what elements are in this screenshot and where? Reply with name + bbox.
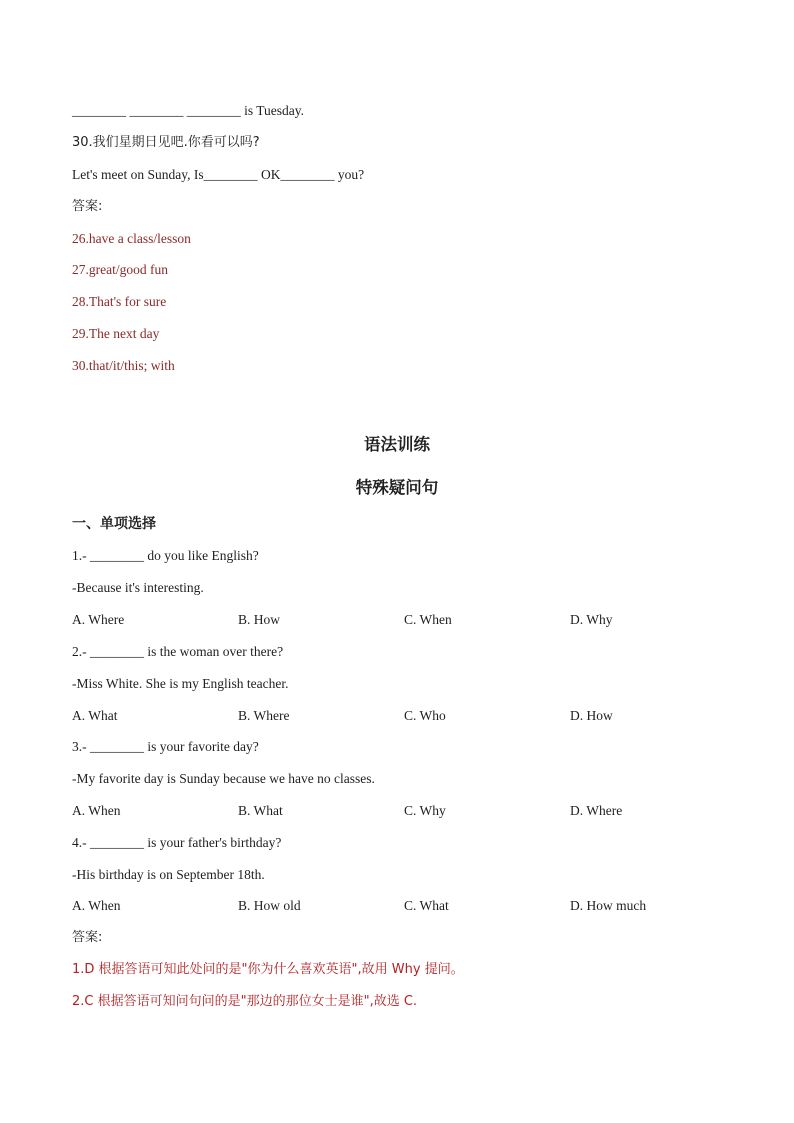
explanation-1: 1.D 根据答语可知此处问的是"你为什么喜欢英语",故用 Why 提问。 bbox=[72, 962, 464, 977]
answer-30: 30.that/it/this; with bbox=[72, 358, 175, 373]
question-2-option-c: C. Who bbox=[404, 708, 446, 723]
question-1-option-c: C. When bbox=[404, 612, 452, 627]
question-1-option-b: B. How bbox=[238, 612, 281, 627]
question-30-english: Let's meet on Sunday, Is________ OK________ you? bbox=[72, 167, 365, 182]
question-3: 3.- ________ is your favorite day? bbox=[72, 739, 259, 754]
question-1-option-d: D. Why bbox=[570, 612, 613, 627]
answer-26: 26.have a class/lesson bbox=[72, 231, 191, 246]
question-3-option-c: C. Why bbox=[404, 803, 446, 818]
question-3-option-a: A. When bbox=[72, 803, 121, 818]
question-2-option-b: B. Where bbox=[238, 708, 290, 723]
question-3-response: -My favorite day is Sunday because we have no classes. bbox=[72, 771, 375, 786]
question-2: 2.- ________ is the woman over there? bbox=[72, 644, 284, 659]
question-2-option-d: D. How bbox=[570, 708, 613, 723]
answer-27: 27.great/good fun bbox=[72, 262, 168, 277]
grammar-subtitle: 特殊疑问句 bbox=[355, 478, 439, 497]
question-1: 1.- ________ do you like English? bbox=[72, 548, 259, 563]
section-heading: 一、单项选择 bbox=[72, 516, 156, 532]
answer-28: 28.That's for sure bbox=[72, 294, 167, 309]
question-4-option-b: B. How old bbox=[238, 898, 301, 913]
question-3-option-b: B. What bbox=[238, 803, 283, 818]
question-4-response: -His birthday is on September 18th. bbox=[72, 867, 265, 882]
explanation-2: 2.C 根据答语可知问句问的是"那边的那位女士是谁",故选 C. bbox=[72, 994, 418, 1009]
fill-in-line-29: ________ ________ ________ is Tuesday. bbox=[72, 103, 305, 118]
grammar-answers-label: 答案: bbox=[72, 930, 103, 945]
grammar-title: 语法训练 bbox=[364, 435, 430, 454]
answer-29: 29.The next day bbox=[72, 326, 160, 341]
question-2-response: -Miss White. She is my English teacher. bbox=[72, 676, 289, 691]
question-1-response: -Because it's interesting. bbox=[72, 580, 204, 595]
question-4-option-d: D. How much bbox=[570, 898, 647, 913]
answers-label: 答案: bbox=[72, 199, 103, 214]
question-4: 4.- ________ is your father's birthday? bbox=[72, 835, 282, 850]
question-1-option-a: A. Where bbox=[72, 612, 125, 627]
question-4-option-c: C. What bbox=[404, 898, 449, 913]
question-2-option-a: A. What bbox=[72, 708, 118, 723]
question-3-option-d: D. Where bbox=[570, 803, 623, 818]
question-4-option-a: A. When bbox=[72, 898, 121, 913]
question-30-chinese: 30.我们星期日见吧.你看可以吗? bbox=[72, 135, 260, 150]
